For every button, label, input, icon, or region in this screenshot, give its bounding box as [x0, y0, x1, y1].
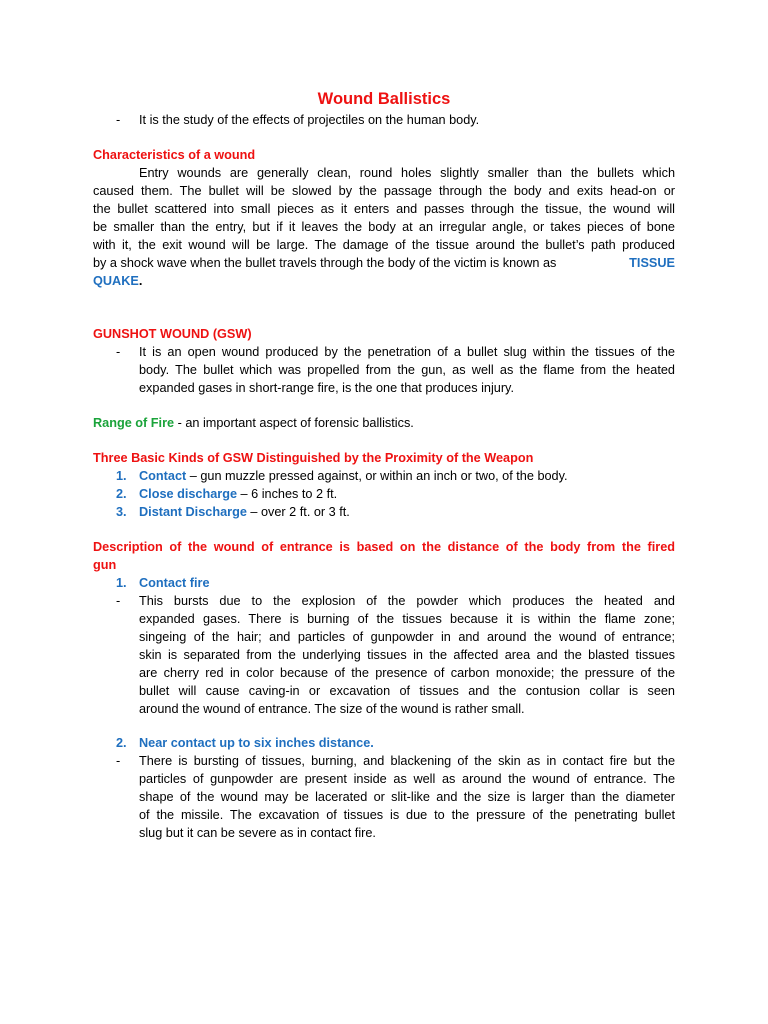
heading-line: Description of the wound of entrance is based on the distance of the body from the fired: [93, 540, 675, 554]
gsw-heading: GUNSHOT WOUND (GSW): [93, 327, 252, 341]
paragraph-line: singeing of the hair; and particles of gunpowder in and around the wound of entrance;: [139, 630, 675, 644]
gsw-paragraph: [139, 343, 675, 397]
bullet-dash: -: [116, 113, 121, 127]
paragraph-line: caused them. The bullet will be slowed by the passage through the body and exits head-on or: [93, 184, 675, 198]
tissue-quake-term-end: QUAKE: [93, 274, 139, 288]
page-title: Wound Ballistics: [317, 90, 451, 108]
paragraph-line: around the wound of entrance. The size of the wound is rather small.: [139, 702, 525, 716]
description-heading: [93, 538, 675, 574]
range-of-fire-label: Range of Fire: [93, 416, 175, 430]
kind-term: Distant Discharge: [139, 505, 247, 519]
paragraph-line: This bursts due to the explosion of the powder which produces the heated and: [139, 594, 675, 608]
characteristics-heading: Characteristics of a wound: [93, 148, 256, 162]
paragraph-line: are cherry red in color because of the presence of carbon monoxide; the pressure of the: [139, 666, 675, 680]
bullet-dash: -: [116, 345, 121, 359]
paragraph-line: skin is separated from the underlying tissues in the affected area and the blasted tissues: [139, 648, 675, 662]
contact-fire-paragraph: [139, 592, 675, 718]
near-contact-paragraph: [139, 752, 675, 842]
period: .: [138, 274, 143, 288]
bullet-dash: -: [116, 594, 121, 608]
paragraph-line-with-term: [93, 254, 675, 272]
paragraph-line: expanded gases in short-range fire, is the one that produces injury.: [139, 381, 514, 395]
paragraph-line: shape of the wound may be lacerated or slit-like and the size is larger than the diameter: [139, 790, 675, 804]
paragraph-line: bullet will cause caving-in or excavation of tissues and the contusion collar is seen: [139, 684, 675, 698]
paragraph-line: particles of gunpowder are present inside as well as around the wound of entrance. The: [139, 772, 675, 786]
paragraph-line: by a shock wave when the bullet travels through the body of the victim is known as: [93, 256, 557, 270]
list-number: 2.: [116, 736, 127, 750]
kind-text: – gun muzzle pressed against, or within an inch or two, of the body.: [186, 469, 568, 483]
paragraph-line: It is an open wound produced by the penetration of a bullet slug within the tissues of the: [139, 345, 675, 359]
kinds-heading: Three Basic Kinds of GSW Distinguished by the Proximity of the Weapon: [93, 451, 534, 465]
kind-text: – 6 inches to 2 ft.: [237, 487, 338, 501]
paragraph-line: Entry wounds are generally clean, round holes slightly smaller than the bullets which: [139, 166, 675, 180]
kind-item-distant-discharge: [139, 503, 350, 521]
paragraph-line: body. The bullet which was propelled from the gun, as well as the flame from the heated: [139, 363, 675, 377]
list-number: 1.: [116, 469, 127, 483]
kind-text: – over 2 ft. or 3 ft.: [246, 505, 350, 519]
list-number: 3.: [116, 505, 127, 519]
contact-fire-label: Contact fire: [139, 576, 210, 590]
heading-line: gun: [93, 558, 117, 572]
kind-item-close-discharge: [139, 485, 337, 503]
list-number: 1.: [116, 576, 127, 590]
kind-term: Close discharge: [139, 487, 238, 501]
list-number: 2.: [116, 487, 127, 501]
kind-term: Contact: [139, 469, 187, 483]
intro-text: It is the study of the effects of projectiles on the human body.: [139, 113, 480, 127]
paragraph-line: be smaller than the entry, but if it leaves the body at an irregular angle, or takes pieces of bone: [93, 220, 675, 234]
kind-item-contact: [139, 467, 568, 485]
paragraph-line: with it, the exit wound will be large. The damage of the tissue around the bullet’s path produced: [93, 238, 675, 252]
tissue-quake-term: TISSUE: [629, 256, 675, 270]
range-of-fire-text: - an important aspect of forensic ballistics.: [174, 416, 414, 430]
paragraph-line: of the missile. The excavation of tissues is due to the pressure of the penetrating bullet: [139, 808, 675, 822]
characteristics-paragraph: [93, 164, 675, 290]
near-contact-label: Near contact up to six inches distance.: [139, 736, 374, 750]
bullet-dash: -: [116, 754, 121, 768]
paragraph-line: the bullet scattered into small pieces as it enters and passes through the tissue, the wound will: [93, 202, 675, 216]
range-of-fire-line: [93, 414, 414, 432]
paragraph-line: slug but it can be severe as in contact fire.: [139, 826, 376, 840]
paragraph-line: There is bursting of tissues, burning, and blackening of the skin as in contact fire but the: [139, 754, 675, 768]
paragraph-line: expanded gases. There is burning of the tissues because it is within the flame zone;: [139, 612, 675, 626]
paragraph-line-end: [93, 272, 675, 290]
